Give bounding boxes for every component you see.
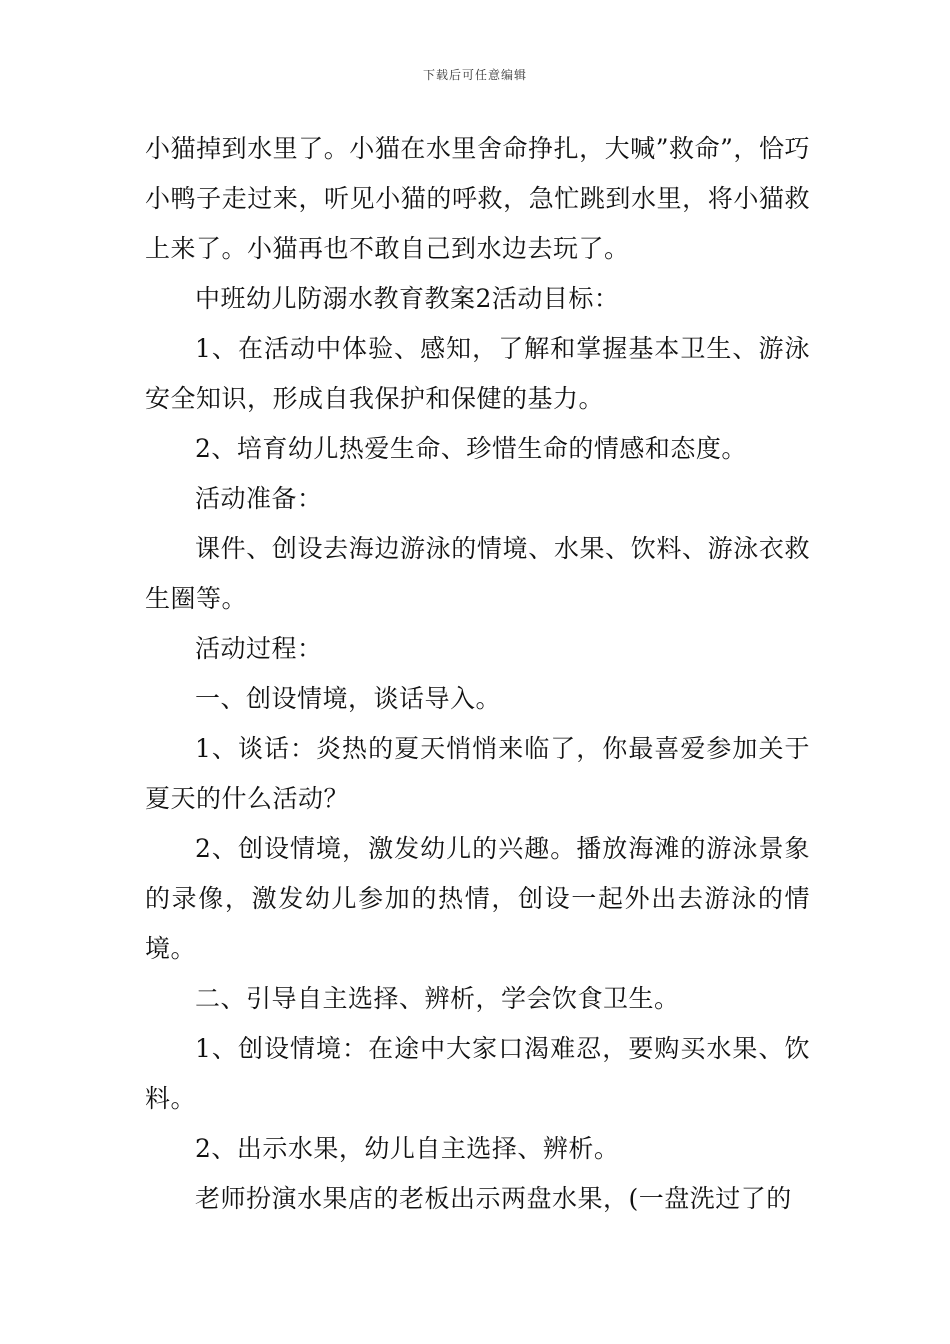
paragraph: 2、出示水果，幼儿自主选择、辨析。 (195, 1134, 620, 1163)
paragraph: 小猫掉到水里了。小猫在水里舍命挣扎，大喊”救命”，恰巧小鸭子走过来，听见小猫的呼救，急忙跳到水里，将小猫救上来了。小猫再也不敢自己到水边去玩了。 (145, 134, 810, 263)
document-body (145, 124, 810, 1224)
paragraph: 1、创设情境：在途中大家口渴难忍，要购买水果、饮料。 (145, 1034, 810, 1113)
paragraph: 老师扮演水果店的老板出示两盘水果，(一盘洗过了的 (195, 1184, 792, 1213)
paragraph: 2、培育幼儿热爱生命、珍惜生命的情感和态度。 (195, 434, 747, 463)
paragraph: 活动过程： (195, 634, 323, 663)
paragraph: 一、创设情境，谈话导入。 (195, 684, 502, 713)
paragraph: 2、创设情境，激发幼儿的兴趣。播放海滩的游泳景象的录像，激发幼儿参加的热情，创设一起外出去游泳的情境。 (145, 834, 810, 963)
paragraph: 课件、创设去海边游泳的情境、水果、饮料、游泳衣救生圈等。 (145, 534, 810, 613)
paragraph: 二、引导自主选择、辨析，学会饮食卫生。 (195, 984, 680, 1013)
paragraph: 中班幼儿防溺水教育教案2活动目标： (195, 284, 620, 313)
page-header-note: 下载后可任意编辑 (422, 68, 527, 82)
paragraph: 1、谈话：炎热的夏天悄悄来临了，你最喜爱参加关于夏天的什么活动？ (145, 734, 810, 813)
paragraph: 活动准备： (195, 484, 323, 513)
paragraph: 1、在活动中体验、感知，了解和掌握基本卫生、游泳安全知识，形成自我保护和保健的基力。 (145, 334, 810, 413)
